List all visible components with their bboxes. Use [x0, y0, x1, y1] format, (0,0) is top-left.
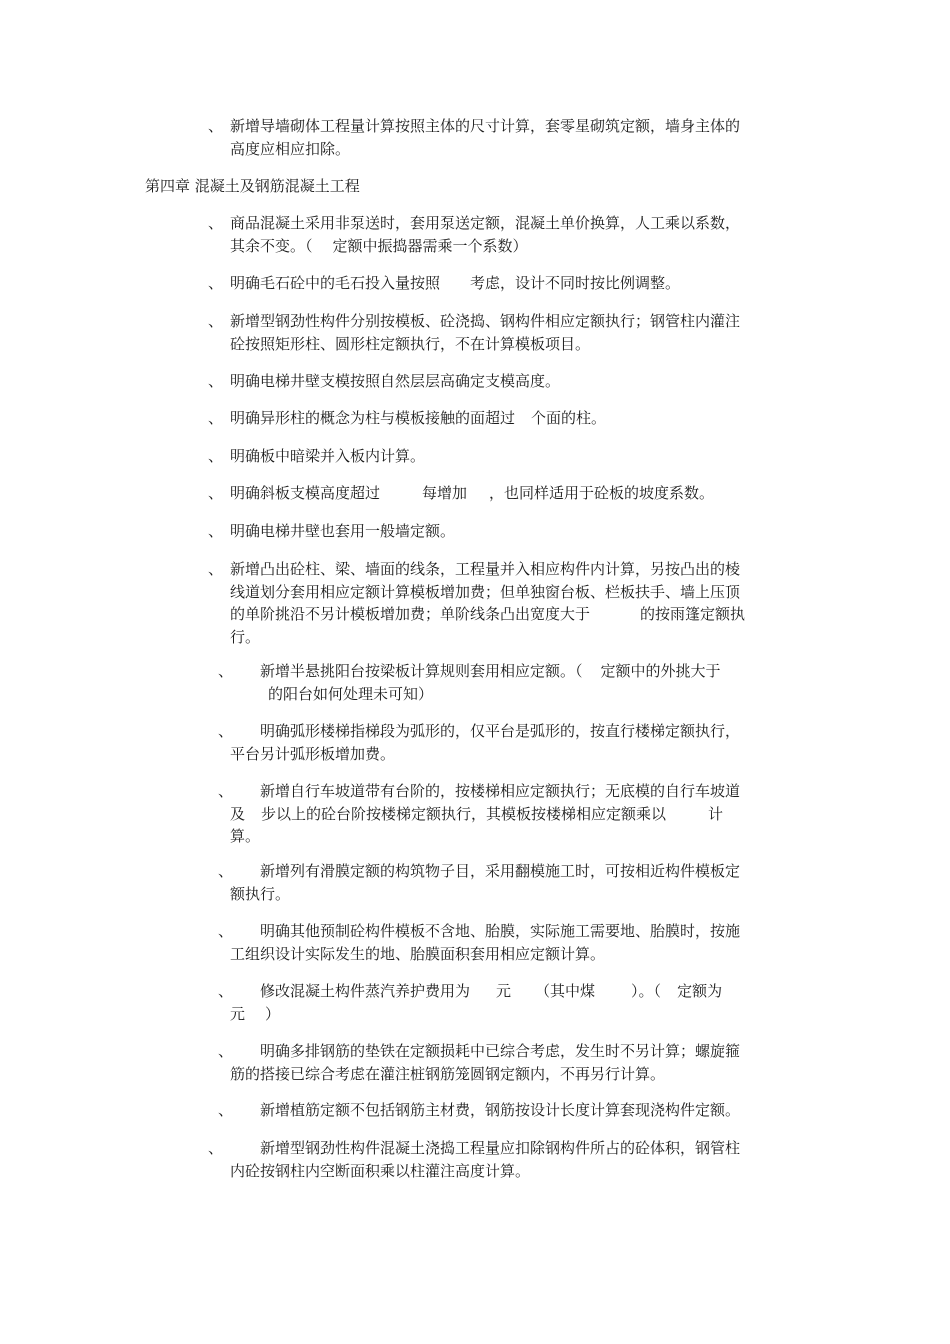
item-marker: 、 — [218, 922, 234, 940]
list-item: 、 新增型钢劲性构件分别按模板、砼浇捣、钢构件相应定额执行；钢管柱内灌注 砼按照矩形柱、圆形柱定额执行，不在计算模板项目。 — [208, 312, 741, 353]
item-marker: 、 — [208, 214, 224, 232]
list-item: 、 明确电梯井壁支模按照自然层层高确定支模高度。 — [230, 370, 810, 393]
item-marker: 、 — [208, 522, 224, 540]
item-marker: 、 — [208, 409, 224, 427]
item-marker: 、 — [208, 372, 224, 390]
list-item: 、 新增型钢劲性构件混凝土浇捣工程量应扣除钢构件所占的砼体积，钢管柱 内砼按钢柱内空断面积乘以柱灌注高度计算。 — [208, 1139, 741, 1180]
list-item: 、 修改混凝土构件蒸汽养护费用为 元 （其中煤 ）。（ 定额为 元 ） — [218, 982, 723, 1023]
list-item: 、 新增凸出砼柱、梁、墙面的线条，工程量并入相应构件内计算，另按凸出的棱 线道划分套用相应定额计算模板增加费；但单独窗台板、栏板扶手、墙上压顶 的单阶挑沿不另计模板增加费；单阶线条凸出宽度大于 的按雨篷定额执 行。 — [208, 560, 746, 646]
list-item: 、 新增自行车坡道带有台阶的，按楼梯相应定额执行；无底模的自行车坡道 及 步以上的砼台阶按楼梯定额执行，其模板按楼梯相应定额乘以 计 算。 — [218, 782, 741, 845]
item-marker: 、 — [208, 484, 224, 502]
list-item: 、 明确毛石砼中的毛石投入量按照 考虑，设计不同时按比例调整。 — [230, 272, 810, 295]
item-marker: 、 — [208, 312, 224, 330]
list-item: 、 商品混凝土采用非泵送时，套用泵送定额，混凝土单价换算，人工乘以系数， 其余不变。（ 定额中振捣器需乘一个系数） — [208, 214, 741, 255]
list-item: 、 明确电梯井壁也套用一般墙定额。 — [230, 520, 810, 543]
item-marker: 、 — [208, 1139, 224, 1157]
item-marker: 、 — [218, 862, 234, 880]
item-marker: 、 — [218, 1042, 234, 1060]
item-marker: 、 — [218, 782, 234, 800]
list-item: 、 明确弧形楼梯指梯段为弧形的，仅平台是弧形的，按直行楼梯定额执行， 平台另计弧形板增加费。 — [218, 722, 741, 763]
list-item: 、 新增列有滑膜定额的构筑物子目，采用翻模施工时，可按相近构件模板定 额执行。 — [218, 862, 741, 903]
list-item: 、 明确斜板支模高度超过 每增加 ，也同样适用于砼板的坡度系数。 — [230, 482, 810, 505]
chapter-title: 第四章 混凝土及钢筋混凝土工程 — [145, 177, 360, 195]
item-marker: 、 — [208, 447, 224, 465]
list-item: 、 明确异形柱的概念为柱与模板接触的面超过 个面的柱。 — [230, 407, 810, 430]
item-marker: 、 — [208, 117, 224, 135]
item-marker: 、 — [208, 560, 224, 578]
item-marker: 、 — [208, 274, 224, 292]
list-item: 、 新增半悬挑阳台按梁板计算规则套用相应定额。（ 定额中的外挑大于 的阳台如何处理未可知） — [218, 662, 721, 703]
list-item: 、 新增导墙砌体工程量计算按照主体的尺寸计算，套零星砌筑定额，墙身主体的 高度应相应扣除。 — [208, 117, 741, 158]
item-marker: 、 — [218, 662, 234, 680]
item-marker: 、 — [218, 982, 234, 1000]
list-item: 、 明确其他预制砼构件模板不含地、胎膜，实际施工需要地、胎膜时，按施 工组织设计实际发生的地、胎膜面积套用相应定额计算。 — [218, 922, 741, 963]
list-item: 、 明确板中暗梁并入板内计算。 — [230, 445, 810, 468]
item-marker: 、 — [218, 1101, 234, 1119]
list-item: 、 明确多排钢筋的垫铁在定额损耗中已综合考虑，发生时不另计算；螺旋箍 筋的搭接已综合考虑在灌注桩钢筋笼圆钢定额内，不再另行计算。 — [218, 1042, 741, 1083]
item-marker: 、 — [218, 722, 234, 740]
list-item: 、 新增植筋定额不包括钢筋主材费，钢筋按设计长度计算套现浇构件定额。 — [230, 1099, 810, 1122]
